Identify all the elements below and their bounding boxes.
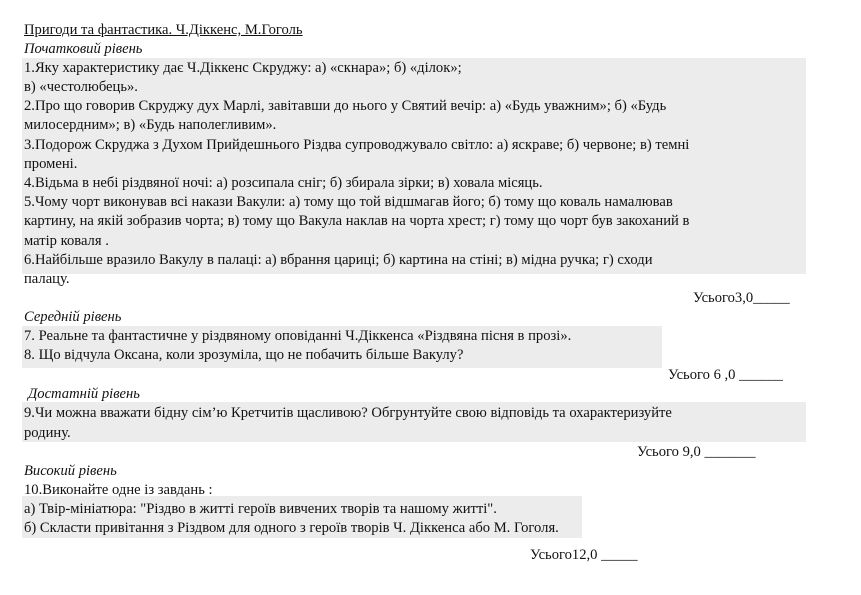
- question-line: 1.Яку характеристику дає Ч.Діккенс Скруджу: а) «скнара»; б) «ділок»;: [24, 60, 462, 76]
- question-line: 7. Реальне та фантастичне у різдвяному оповіданні Ч.Діккенса «Різдвяна пісня в прозі».: [24, 328, 572, 344]
- question-line: 4.Відьма в небі різдвяної ночі: а) розсипала сніг; б) збирала зірки; в) ховала місяць.: [24, 175, 543, 191]
- question-line: палацу.: [24, 271, 70, 287]
- question-line: 6.Найбільше вразило Вакулу в палаці: а) вбрання цариці; б) картина на стіні; в) мідна ручка; г) сходи: [24, 252, 653, 268]
- question-line: картину, на якій зобразив чорта; в) тому що Вакула наклав на чорта хрест; г) тому що чорт був закоханий в: [24, 213, 690, 229]
- question-line: 9.Чи можна вважати бідну сім’ю Кретчитів щасливою? Обгрунтуйте свою відповідь та охарактеризуйте: [24, 405, 672, 421]
- total-score-high: Усього12,0 _____: [530, 547, 638, 563]
- question-line: а) Твір-мініатюра: "Різдво в житті героїв вивчених творів та нашому житті".: [24, 501, 497, 517]
- level-heading-high: Високий рівень: [24, 463, 117, 479]
- question-line: б) Скласти привітання з Різдвом для одного з героїв творів Ч. Діккенса або М. Гоголя.: [24, 520, 559, 536]
- level-heading-beginner: Початковий рівень: [24, 41, 143, 57]
- page-title: Пригоди та фантастика. Ч.Діккенс, М.Гоголь: [24, 22, 303, 38]
- level-heading-sufficient: Достатній рівень: [28, 386, 140, 402]
- question-line: 5.Чому чорт виконував всі накази Вакули: а) тому що той відшмагав його; б) тому що коваль намалював: [24, 194, 673, 210]
- question-line: промені.: [24, 156, 78, 172]
- total-score-beginner: Усього3,0_____: [693, 290, 790, 306]
- question-line: 10.Виконайте одне із завдань :: [24, 482, 213, 498]
- question-line: матір коваля .: [24, 233, 109, 249]
- question-line: 8. Що відчула Оксана, коли зрозуміла, що не побачить більше Вакулу?: [24, 347, 464, 363]
- shade-beginner: [22, 58, 806, 274]
- question-line: родину.: [24, 425, 71, 441]
- question-line: в) «честолюбець».: [24, 79, 138, 95]
- question-line: 3.Подорож Скруджа з Духом Прийдешнього Різдва супроводжувало світло: а) яскраве; б) червоне; в) темні: [24, 137, 690, 153]
- total-score-middle: Усього 6 ,0 ______: [668, 367, 783, 383]
- total-score-sufficient: Усього 9,0 _______: [637, 444, 756, 460]
- question-line: милосердним»; в) «Будь наполегливим».: [24, 117, 277, 133]
- level-heading-middle: Середній рівень: [24, 309, 122, 325]
- question-line: 2.Про що говорив Скруджу дух Марлі, завітавши до нього у Святий вечір: а) «Будь уважним»; б) «Будь: [24, 98, 667, 114]
